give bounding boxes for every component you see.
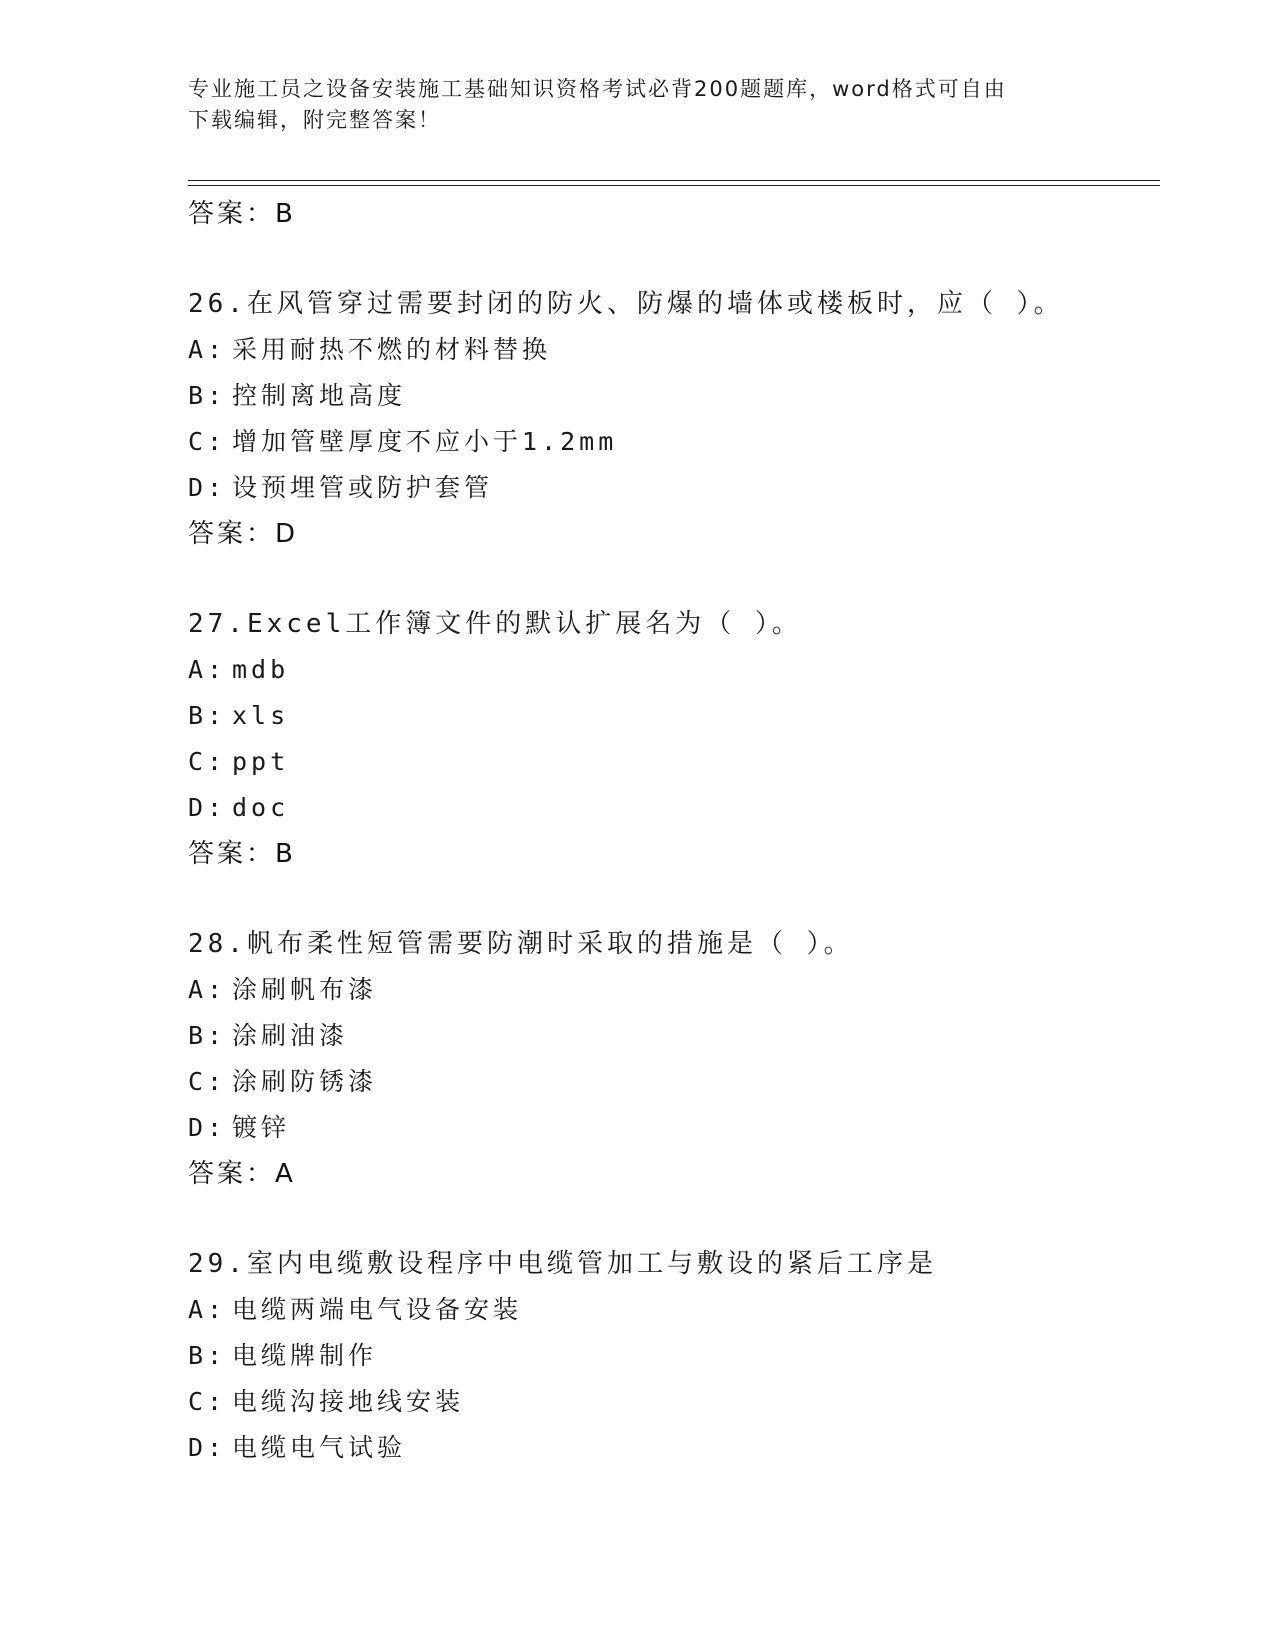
- question-text: 27.Excel工作簿文件的默认扩展名为（ ）。: [188, 609, 802, 639]
- question-block: [188, 281, 1168, 557]
- option-letter: C:: [188, 427, 227, 456]
- option-letter: D:: [188, 793, 227, 822]
- option-d: [188, 1425, 1168, 1471]
- option-b: [188, 693, 1168, 739]
- option-text: 采用耐热不燃的材料替换: [232, 335, 552, 364]
- header-divider-bottom: [188, 185, 1160, 186]
- option-a: [188, 327, 1168, 373]
- option-text: 电缆沟接地线安装: [232, 1387, 465, 1416]
- option-text: 镀锌: [232, 1113, 291, 1142]
- option-letter: B:: [188, 381, 227, 410]
- option-letter: A:: [188, 1295, 227, 1324]
- option-c: [188, 739, 1168, 785]
- option-a: [188, 1287, 1168, 1333]
- question-block: [188, 601, 1168, 877]
- option-text: 电缆两端电气设备安装: [232, 1295, 523, 1324]
- option-d: [188, 785, 1168, 831]
- option-letter: A:: [188, 975, 227, 1004]
- option-text: 涂刷防锈漆: [232, 1067, 378, 1096]
- option-letter: D:: [188, 1433, 227, 1462]
- option-letter: C:: [188, 1067, 227, 1096]
- question-text: 29.室内电缆敷设程序中电缆管加工与敷设的紧后工序是: [188, 1249, 937, 1279]
- question-list: [188, 191, 1168, 1471]
- option-d: [188, 465, 1168, 511]
- option-b: [188, 1013, 1168, 1059]
- option-a: [188, 967, 1168, 1013]
- option-b: [188, 373, 1168, 419]
- option-text: doc: [232, 793, 290, 822]
- question-block: [188, 1241, 1168, 1471]
- answer-text: 答案：A: [188, 1159, 296, 1189]
- option-text: 设预埋管或防护套管: [232, 473, 494, 502]
- previous-answer: 答案：B: [188, 199, 296, 229]
- header-line-1: 专业施工员之设备安装施工基础知识资格考试必背200题题库，word格式可自由: [188, 77, 1007, 101]
- option-letter: D:: [188, 473, 227, 502]
- option-c: [188, 1379, 1168, 1425]
- option-a: [188, 647, 1168, 693]
- option-c: [188, 1059, 1168, 1105]
- option-letter: A:: [188, 335, 227, 364]
- option-text: 控制离地高度: [232, 381, 407, 410]
- option-text: 增加管壁厚度不应小于1.2mm: [232, 427, 618, 456]
- option-d: [188, 1105, 1168, 1151]
- option-text: 涂刷帆布漆: [232, 975, 378, 1004]
- answer-text: 答案：D: [188, 519, 299, 549]
- option-letter: B:: [188, 701, 227, 730]
- option-c: [188, 419, 1168, 465]
- option-letter: B:: [188, 1341, 227, 1370]
- option-text: 电缆牌制作: [232, 1341, 378, 1370]
- option-text: 电缆电气试验: [232, 1433, 407, 1462]
- option-text: ppt: [232, 747, 290, 776]
- option-text: xls: [232, 701, 290, 730]
- option-text: 涂刷油漆: [232, 1021, 349, 1050]
- option-text: mdb: [232, 655, 290, 684]
- option-letter: C:: [188, 747, 227, 776]
- question-block: [188, 921, 1168, 1197]
- option-letter: A:: [188, 655, 227, 684]
- option-letter: D:: [188, 1113, 227, 1142]
- question-text: 26.在风管穿过需要封闭的防火、防爆的墙体或楼板时，应（ ）。: [188, 289, 1064, 319]
- option-letter: C:: [188, 1387, 227, 1416]
- answer-text: 答案：B: [188, 839, 296, 869]
- header-divider-top: [188, 180, 1160, 181]
- header-line-2: 下载编辑，附完整答案！: [188, 108, 441, 132]
- option-b: [188, 1333, 1168, 1379]
- question-text: 28.帆布柔性短管需要防潮时采取的措施是（ ）。: [188, 929, 854, 959]
- option-letter: B:: [188, 1021, 227, 1050]
- document-header: [188, 74, 1068, 136]
